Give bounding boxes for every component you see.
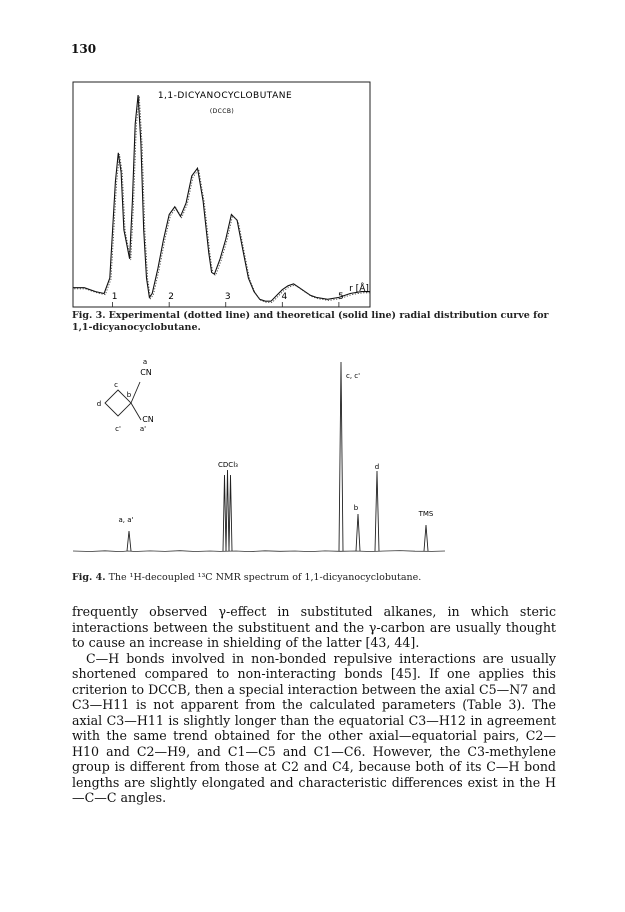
label-a-top: a [142, 358, 148, 366]
nmr-peaks [127, 362, 428, 551]
figure-4-nmr-spectrum [0, 350, 625, 570]
body-paragraph-1: frequently observed γ-effect in substituted alkanes, in which steric interactions between the substituent and the γ-carbon are usually thought to cause an increase in shielding of the latter [43, 44]. [72, 604, 556, 650]
peak-d [375, 471, 379, 551]
peak-cdcl3-1 [223, 475, 226, 551]
figure-3-caption-text: Experimental (dotted line) and theoretical (solid line) radial distribution curve for 1,1-dicyanocyclobutane. [72, 310, 549, 333]
peak-tms [424, 525, 428, 551]
experimental-curve-dotted [74, 96, 371, 302]
bond-cn-bottom [131, 403, 141, 420]
peak-label-tms: TMS [418, 510, 434, 518]
theoretical-curve-line [73, 95, 370, 301]
label-cn-top: CN [140, 368, 152, 377]
label-c-bottom: c' [115, 425, 121, 433]
label-c: c [114, 381, 118, 389]
chart-subtitle: (DCCB) [209, 108, 235, 115]
figure-4-caption [72, 572, 552, 584]
peak-cdcl3-2 [226, 470, 229, 551]
peak-cdcl3-3 [229, 475, 232, 551]
spectrum-baseline [73, 551, 445, 552]
peak-cc [339, 362, 343, 551]
label-cn-bottom: CN [142, 415, 154, 424]
peak-label-b: b [353, 504, 359, 512]
x-tick-label-4: 4 [281, 292, 288, 302]
label-d: d [96, 400, 102, 408]
figure-3-caption-label: Fig. 3. [72, 310, 106, 321]
figure-4-caption-text: The ¹H-decoupled ¹³C NMR spectrum of 1,1-dicyanocyclobutane. [108, 572, 422, 583]
page-number: 130 [71, 42, 97, 56]
peak-b [356, 514, 360, 551]
chart-frame [73, 82, 370, 307]
body-paragraph-2: C—H bonds involved in non-bonded repulsive interactions are usually shortened compared to non-interacting bonds [45]. If one applies this criterion to DCCB, then a special interaction between the axial C5—N7 and C3—H11 is not apparent from the calculated parameters (Table 3). The axial C3—H11 is slightly longer than the equatorial C3—H12 in agreement with the same trend obtained for the other axial—equatorial pairs, C2—H10 and C2—H9, and C1—C5 and C1—C6. However, the C3-methylene group is different from those at C2 and C4, because both of its C—H bond lengths are slightly elongated and characteristic differences exist in the H—C—C angles. [72, 650, 556, 805]
figure-4-caption-label: Fig. 4. [72, 572, 106, 583]
x-axis-unit-label: r [Å] [349, 284, 369, 294]
label-b: b [126, 391, 132, 399]
x-tick-label-3: 3 [224, 292, 231, 302]
chart-title: 1,1-DICYANOCYCLOBUTANE [157, 91, 293, 101]
rdf-curves [73, 95, 371, 302]
peak-label-cdcl3: CDCl₃ [218, 461, 238, 469]
peak-label-aa: a, a' [118, 516, 134, 524]
peak-label-cc: c, c' [346, 372, 361, 380]
peak-label-d: d [374, 463, 380, 471]
label-a-bottom: a' [139, 425, 147, 433]
body-text [72, 604, 556, 806]
x-tick-label-2: 2 [168, 292, 175, 302]
bond-cn-top [131, 382, 140, 403]
figure-3-caption [72, 310, 552, 334]
peak-aa [127, 531, 131, 551]
x-tick-label-1: 1 [111, 292, 118, 302]
dccb-structure [97, 358, 154, 433]
x-tick-label-5: 5 [338, 292, 344, 302]
